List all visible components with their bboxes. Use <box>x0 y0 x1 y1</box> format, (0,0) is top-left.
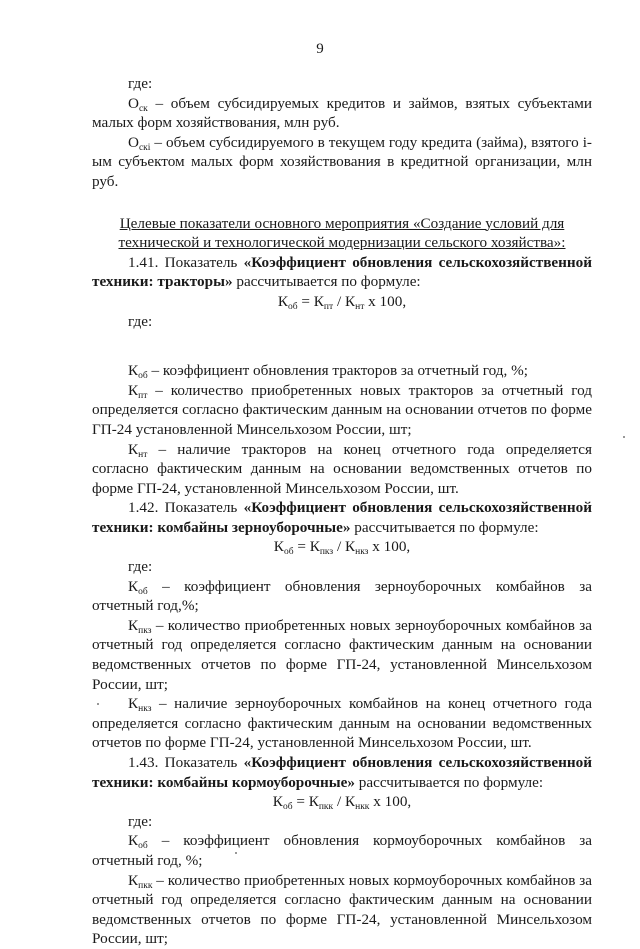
definition-oski: $О_{скi}$ – объем субсидируемого в текущем году кредита (займа), взятого i-ым субъектом малых форм хозяйствования в кредитной организации, млн руб. <box>92 133 592 190</box>
indicator-1-41: 1.41. Показатель «Коэффициент обновления сельскохозяйственной техники: тракторы» рассчитывается по формуле: <box>92 253 592 291</box>
definition-knt: $К_{нт}$ – наличие тракторов на конец отчетного года определяется согласно фактическим данным на основании ведомственных отчетов по форме ГП-24, установленной Минсельхозом России, шт. <box>92 440 592 497</box>
definition-kob: $К_{об}$ – коэффициент обновления тракторов за отчетный год, %; <box>128 362 528 382</box>
indicator-1-43: 1.43. Показатель «Коэффициент обновления сельскохозяйственной техники: комбайны кормоуборочные» рассчитывается по формуле: <box>92 754 592 791</box>
definition-kob: $К_{об}$ – коэффициент обновления кормоуборочных комбайнов за отчетный год, %; <box>92 832 592 869</box>
indicator-1-42: 1.42. Показатель «Коэффициент обновления сельскохозяйственной техники: комбайны зерноуборочные» рассчитывается по формуле: <box>92 499 592 536</box>
document-body <box>92 74 592 949</box>
where-label: где: <box>128 312 153 330</box>
section-heading: Целевые показатели основного мероприятия «Создание условий для технической и технологической модернизации сельского хозяйства»: <box>118 214 566 252</box>
where-label: где: <box>128 75 153 92</box>
definition-knkz: $К_{нкз}$ – наличие зерноуборочных комбайнов на конец отчетного года определяется согласно фактическим данным на основании ведомственных отчетов по форме ГП-24, установленной Минсельхозом России, шт. <box>92 695 592 752</box>
scan-speck <box>235 852 237 854</box>
formula-tractors: $К_{об} = К_{пт} / К_{нт}$ х 100, <box>277 292 407 312</box>
scan-speck <box>623 436 625 438</box>
formula-grain-combines: $К_{об} = К_{пкз} / К_{нкз}$ х 100, <box>273 538 411 558</box>
scan-speck <box>97 703 99 705</box>
definition-kpkz: $К_{пкз}$ – количество приобретенных новых зерноуборочных комбайнов за отчетный год определяется согласно фактическим данным на основании ведомственных отчетов по форме ГП-24, установленной Минсельхозом России, шт; <box>92 616 592 693</box>
definition-kpt: $К_{пт}$ – количество приобретенных новых тракторов за отчетный год определяется согласно фактическим данным на основании отчетов по форме ГП-24 установленной Минсельхозом России, шт; <box>92 381 592 438</box>
definition-osk: $О_{ск}$ – объем субсидируемых кредитов и займов, взятых субъектами малых форм хозяйствования, млн руб. <box>92 94 592 132</box>
definition-kpkk: $К_{пкк}$ – количество приобретенных новых кормоуборочных комбайнов за отчетный год определяется согласно фактическим данным на основании ведомственных отчетов по форме ГП-24, установленной Минсельхозом России, шт; <box>92 871 592 948</box>
definition-kob: $К_{об}$ – коэффициент обновления зерноуборочных комбайнов за отчетный год,%; <box>92 577 592 615</box>
where-label: где: <box>128 812 153 830</box>
formula-forage-combines: $К_{об} = К_{пкк} / К_{нкк}$ х 100, <box>272 793 412 813</box>
where-label: где: <box>128 558 153 576</box>
page-number: 9 <box>316 41 324 57</box>
